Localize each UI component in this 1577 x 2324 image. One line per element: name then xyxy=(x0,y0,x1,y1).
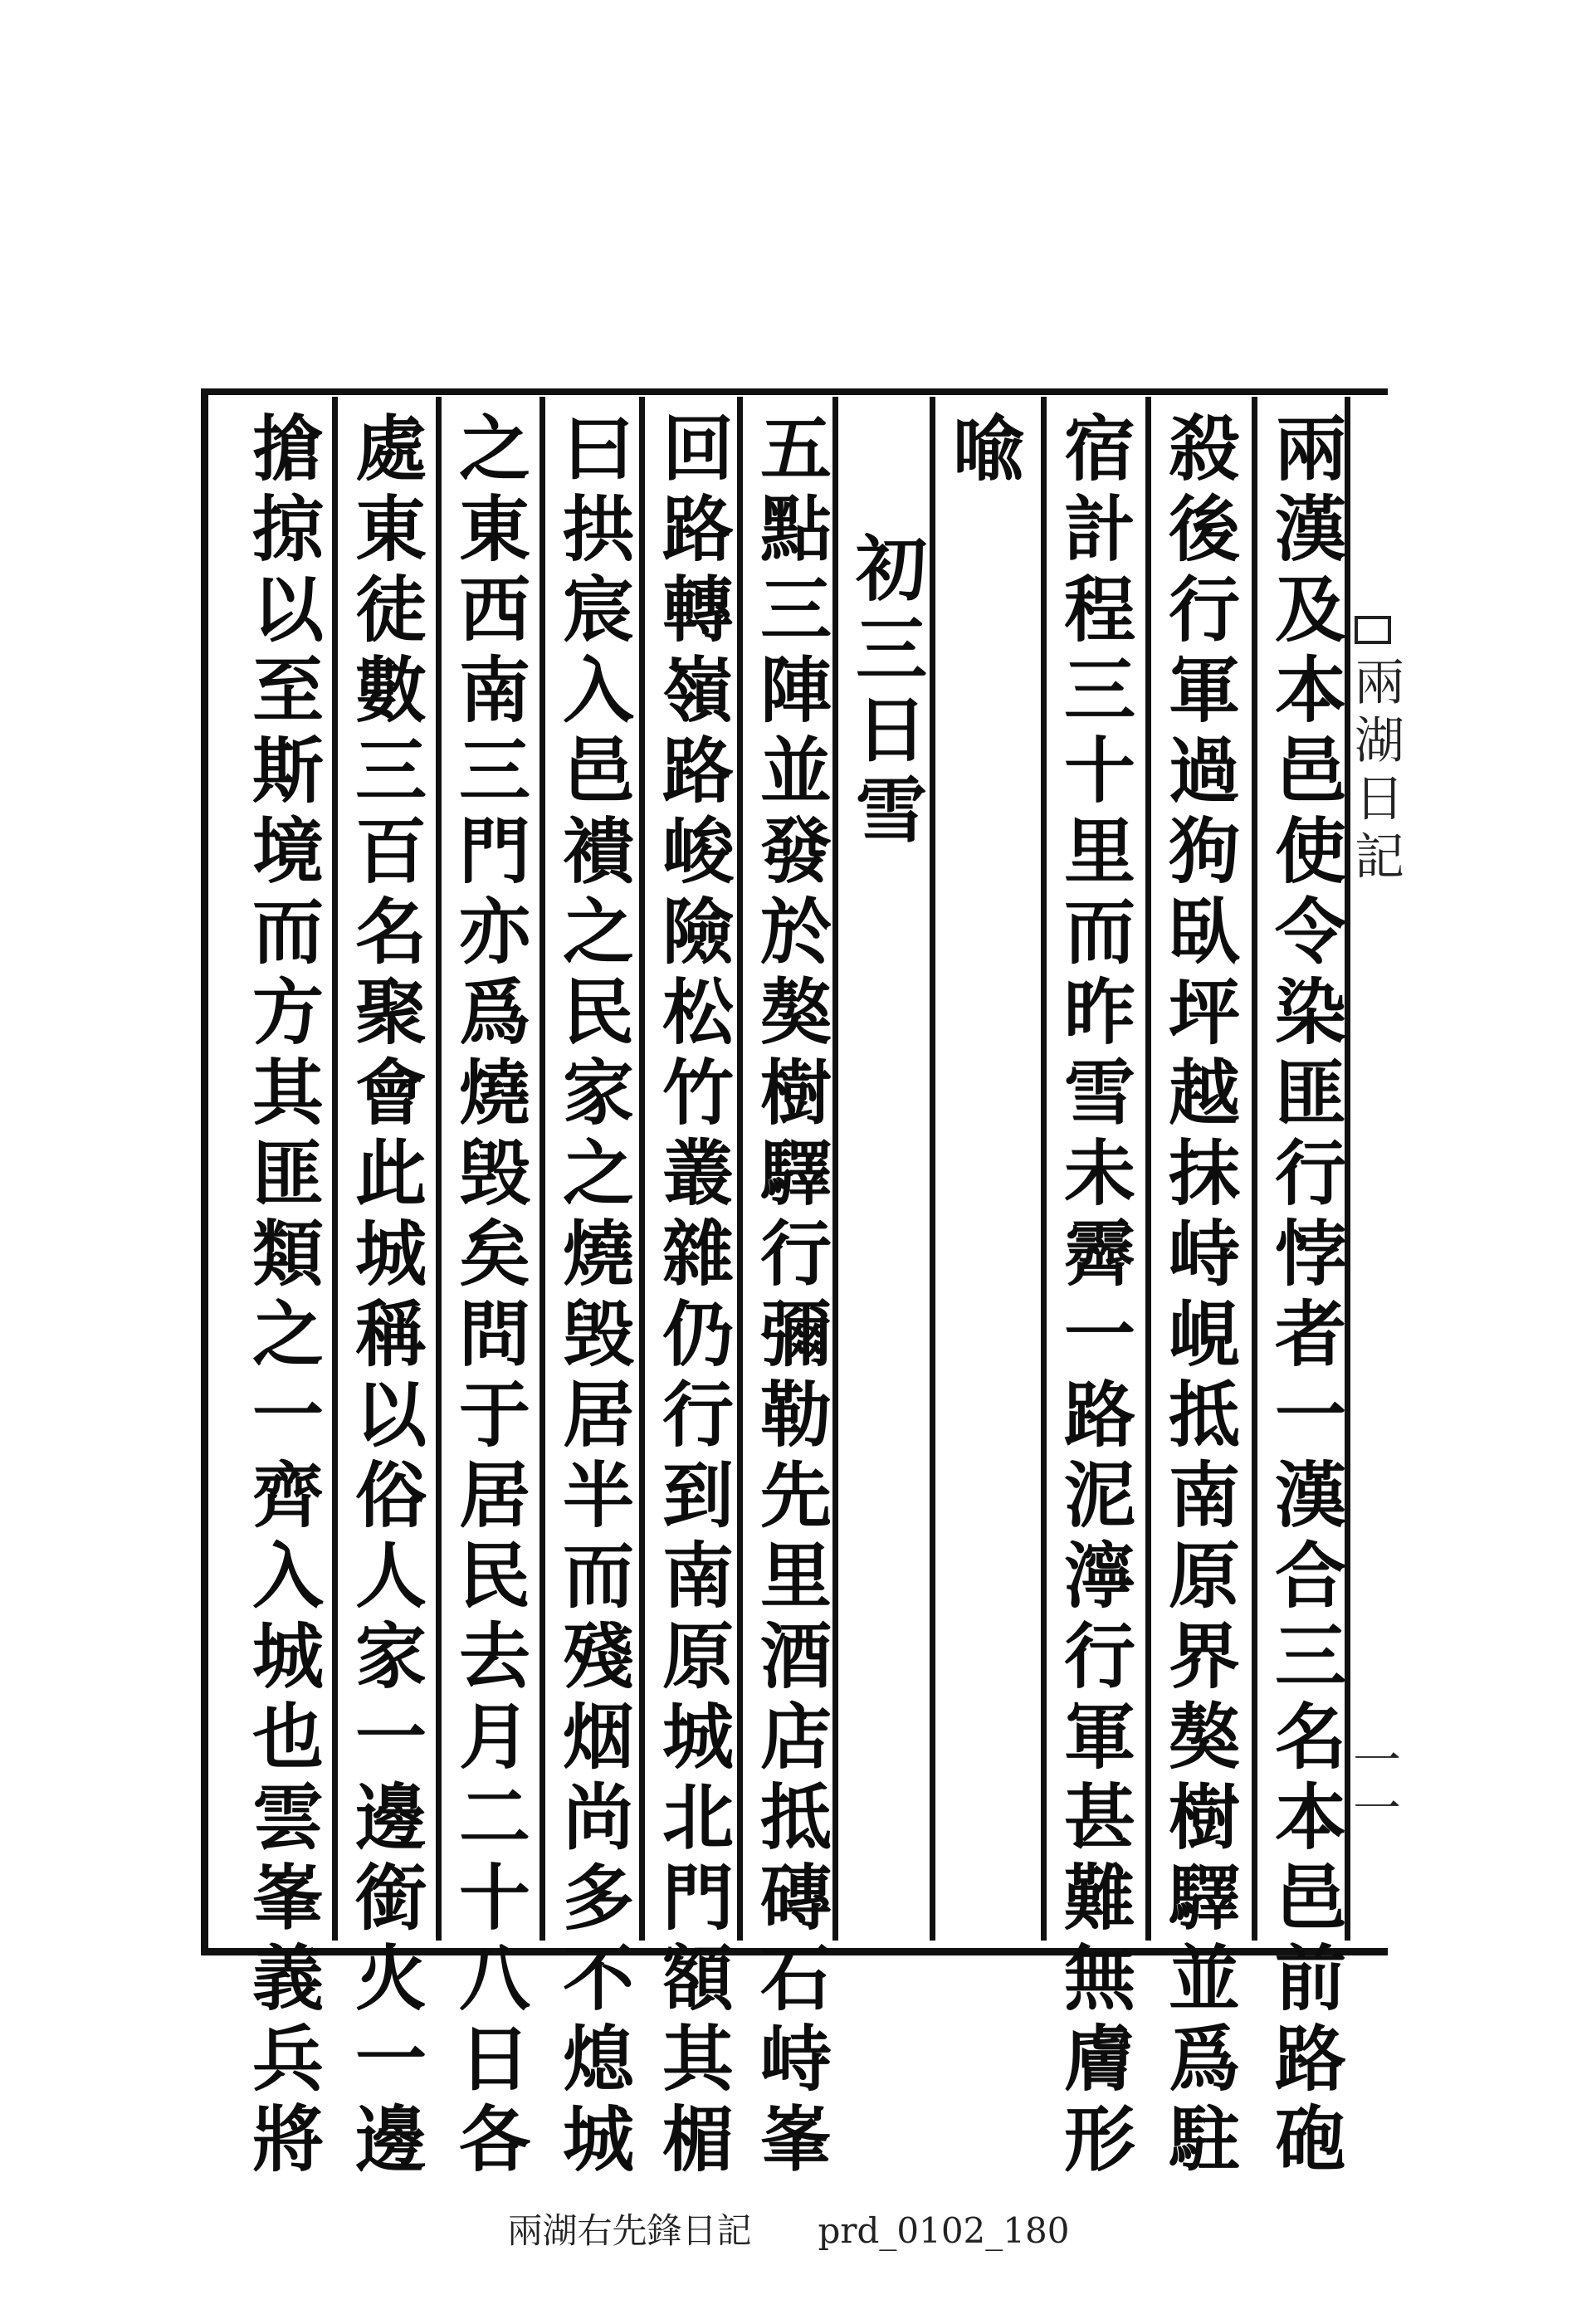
text-column-3: 宿計程三十里而昨雪未霽一路泥濘行軍甚難無膚形 xyxy=(1052,411,1135,2182)
footer-code: prd_0102_180 xyxy=(818,2210,1070,2251)
margin-mark-icon xyxy=(1355,616,1391,644)
text-column-4: 喩 xyxy=(940,411,1023,491)
footer-title: 兩湖右先鋒日記 xyxy=(507,2210,752,2251)
footer xyxy=(0,2204,1577,2253)
text-column-8: 曰拱宸入邑䙡之民家之燒毁居半而殘烟尚多不熄城 xyxy=(550,411,633,2182)
date-heading: 初三日雪 xyxy=(843,531,926,853)
text-column-7: 回路轉嶺路峻險松竹叢雜仍行到南原城北門額其楣 xyxy=(650,411,733,2182)
text-column-2: 殺後行軍過狗臥坪越抹峙峴抵南原界獒樹驛並爲駐 xyxy=(1156,411,1239,2182)
text-column-10: 處東徒數三百名聚會此城稱以俗人家一邊銜火一邊 xyxy=(343,411,426,2182)
text-column-6: 五點三陣並發於獒樹驛行彌勒先里酒店抵磚石峙峯 xyxy=(748,411,831,2182)
margin-page-number: 一一 xyxy=(1345,1735,1401,1831)
margin-title: 兩湖日記 xyxy=(1346,656,1404,888)
text-column-1: 兩漢及本邑使令染匪行悖者一漢合三名本邑前路砲 xyxy=(1262,411,1345,2182)
text-column-9: 之東西南三門亦爲燒毁矣問于居民去月二十八日各 xyxy=(447,411,530,2182)
text-column-11: 搶掠以至斯境而方其匪類之一齊入城也雲峯義兵將 xyxy=(240,411,323,2182)
